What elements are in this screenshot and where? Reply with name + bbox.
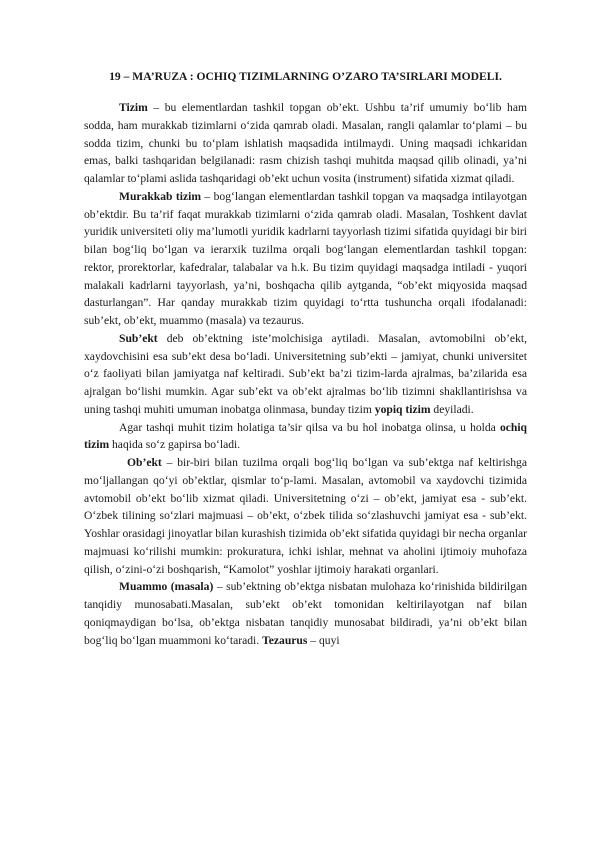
paragraph-text: haqida so‘z gapirsa bo‘ladi. [109,438,241,452]
paragraph-murakkab-tizim [84,188,527,330]
paragraph-text: – bog‘langan elementlardan tashkil topgan va maqsadga intilayotgan ob’ektdir. Bu ta’rif faqat murakkab tizimlarni o‘zida qamrab oladi. Masalan, Toshkent davlat yuridik universiteti oliy ma’lumotli yuridik kadrlarni tayyorlash tizimi sifatida quyidagi bir biri bilan bog‘liq bo‘lgan va ierarxik tuzilma orqali bog‘langan elementlardan tashkil topgan: rektor, prorektorlar, kafedralar, talabalar va h.k. Bu tizim quyidagi maqsadga intiladi - yuqori malakali kadrlarni tayyorlash, ya’ni, boshqacha qilib aytganda, “ob’ekt miqyosida maqsad dasturlangan”. Har qanday murakkab tizim quyidagi to‘rtta tushuncha orqali ifodalanadi: sub’ekt, ob’ekt, muammo (masala) va tezaurus. [84,189,528,327]
term-subekt: Sub’ekt [119,331,158,345]
paragraph-text: deb ob’ektning iste’molchisiga aytiladi. Masalan, avtomobilni ob’ekt, xaydovchisini esa sub’ekt desa bo‘ladi. Universitetning sub’ekti – jamiyat, chunki universitet o‘z faoliyati bilan jamiyatga naf keltiradi. Sub’ekt ba’zi tizim-larda ajralmas, ba’zilarida esa ajralgan bo‘lishi mumkin. Agar sub’ekt va ob’ekt ajralmas bo‘lib tizimni shakllantirishsa va uning tashqi muhiti umuman inobatga olinmasa, bunday tizim [84,331,527,416]
paragraph-text: – quyi [307,633,340,647]
paragraph-text: Agar tashqi muhit tizim holatiga ta’sir qilsa va bu hol inobatga olinsa, u holda [119,420,500,434]
term-tizim: Tizim [119,101,148,114]
paragraph-tizim [84,99,527,188]
term-ochiq-tizim: ochiq tizim [84,420,527,452]
term-obekt: Ob’ekt [127,456,162,469]
term-yopiq-tizim: yopiq tizim [374,402,431,416]
lecture-title: 19 – MA’RUZA : OCHIQ TIZIMLARNING O’ZARO TA’SIRLARI MODELI. [109,70,502,83]
paragraph-ochiq-tizim [84,419,527,455]
term-muammo: Muammo (masala) [119,580,214,594]
paragraph-text: – bu elementlardan tashkil topgan ob’ekt. Ushbu ta’rif umumiy bo‘lib ham sodda, ham murakkab tizimlarni o‘zida qamrab oladi. Masalan, rangli qalamlar to‘plami – bu sodda tizim, chunki bu to‘plam ishlatish maqsadida intilmaydi. Uning maqsadi ichkaridan emas, balki tashqaridan belgilanadi: rasm chizish tashqi muhitda maqsad qilib olinadi, ya’ni qalamlar to‘plami aslida tashqaridagi ob’ekt uchun vosita (instrument) sifatida xizmat qiladi. [84,101,527,185]
paragraph-text: deyiladi. [430,402,474,416]
paragraph-obekt [84,454,527,578]
paragraph-text: – sub’ektning ob’ektga nisbatan mulohaza ko‘rinishida bildirilgan tanqidiy munosabati.Masalan, sub’ekt ob’ekt tomonidan keltirilayotgan naf bilan qoniqmaydigan bo‘lsa, ob’ektga nisbatan tanqidiy munosabat bildiradi, ya’ni ob’ekt bilan bog‘liq bo‘lgan muammoni ko‘taradi. [84,580,527,647]
term-tezaurus: Tezaurus [262,633,308,647]
document-page [84,68,527,649]
paragraph-subekt [84,330,527,419]
paragraph-muammo [84,578,527,649]
term-murakkab-tizim: Murakkab tizim [119,189,201,203]
paragraph-text: – bir-biri bilan tuzilma orqali bog‘liq bo‘lgan va sub’ektga naf keltirishga mo‘ljallangan qo‘yi ob’ektlar, qismlar to‘p-lami. Masalan, avtomobil va xaydovchi tizimida avtomobil ob’ekt bo‘lib xizmat qiladi. Universitetning o‘zi – ob’ekt, jamiyat esa - sub’ekt. O‘zbek tilining so‘zlari majmuasi – ob’ekt, o‘zbek tilida so‘zlashuvchi jamiyat esa - sub’ekt. Yoshlar orasidagi jinoyatlar bilan kurashish tizimida ob’ekt sifatida quyidagi bir necha organlar majmuasi ko‘rilishi mumkin: prokuratura, ichki ishlar, mehnat va aholini ijtimoiy muhofaza qilish, o‘zini-o‘zi boshqarish, “Kamolot” yoshlar ijtimoiy harakati organlari. [84,456,527,576]
